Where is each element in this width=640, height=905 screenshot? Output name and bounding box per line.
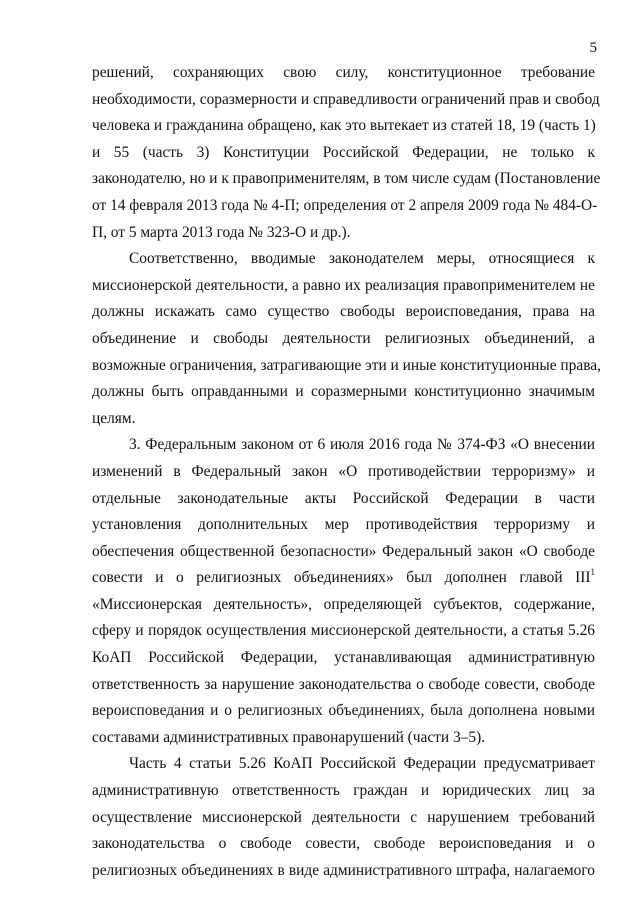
text-line: обеспечения общественной безопасности» Федеральный закон «О свободе [92,542,595,560]
text-line: административную ответственность граждан и юридических лиц за [92,782,595,800]
text-line: необходимости, соразмерности и справедливости ограничений прав и свобод [92,90,600,108]
text-line: составами административных правонарушений (части 3–5). [92,728,486,746]
text-line: установления дополнительных мер противодействия терроризму и [92,516,595,534]
text-span: совести и о религиозных объединениях» был дополнен главой III [92,569,591,587]
text-line: «Миссионерская деятельность», определяющей субъектов, содержание, [92,595,595,613]
text-line: человека и гражданина обращено, как это вытекает из статей 18, 19 (часть 1) [92,117,596,135]
text-line: 3. Федеральным законом от 6 июля 2016 года № 374-ФЗ «О внесении [129,436,595,454]
text-line: П, от 5 марта 2013 года № 323-О и др.). [92,223,351,241]
document-body [92,60,601,884]
text-line: отдельные законодательные акты Российской Федерации в части [92,489,595,507]
text-line: КоАП Российской Федерации, устанавливающая административную [92,649,595,667]
text-line: и 55 (часть 3) Конституции Российской Федерации, не только к [92,143,595,161]
text-line [92,565,595,592]
text-line: Часть 4 статьи 5.26 КоАП Российской Федерации предусматривает [129,755,595,773]
text-line: законодательства о свободе совести, свободе вероисповедания и о [92,835,595,853]
paragraph [92,432,595,751]
text-line: от 14 февраля 2013 года № 4-П; определения от 2 апреля 2009 года № 484-О- [92,196,598,214]
page-number: 5 [589,40,597,56]
text-line: должны быть оправданными и соразмерными конституционно значимым [92,383,595,401]
text-line: Соответственно, вводимые законодателем меры, относящиеся к [129,250,595,268]
text-line: религиозных объединениях в виде административного штрафа, налагаемого [92,861,595,879]
text-line: миссионерской деятельности, а равно их реализация правоприменителем не [92,276,595,294]
text-line: вероисповедания и о религиозных объединениях, была дополнена новыми [92,702,595,720]
text-line: изменений в Федеральный закон «О противодействии терроризму» и [92,462,595,480]
text-line: сферу и порядок осуществления миссионерской деятельности, а статья 5.26 [92,622,595,640]
paragraph [92,246,601,432]
superscript-footnote: 1 [590,567,595,578]
text-line: возможные ограничения, затрагивающие эти и иные конституционные права, [92,356,601,374]
paragraph [92,60,601,246]
text-line: ответственность за нарушение законодательства о свободе совести, свободе [92,675,595,693]
text-line: объединение и свободы деятельности религиозных объединений, а [92,329,595,347]
text-line: осуществление миссионерской деятельности с нарушением требований [92,808,595,826]
text-line: законодателю, но и к правоприменителям, в том числе судам (Постановление [92,170,601,188]
text-line: решений, сохраняющих свою силу, конституционное требование [92,64,595,81]
paragraph [92,751,595,884]
text-line: должны искажать само существо свободы вероисповедания, права на [92,303,595,321]
text-line: целям. [92,409,136,427]
